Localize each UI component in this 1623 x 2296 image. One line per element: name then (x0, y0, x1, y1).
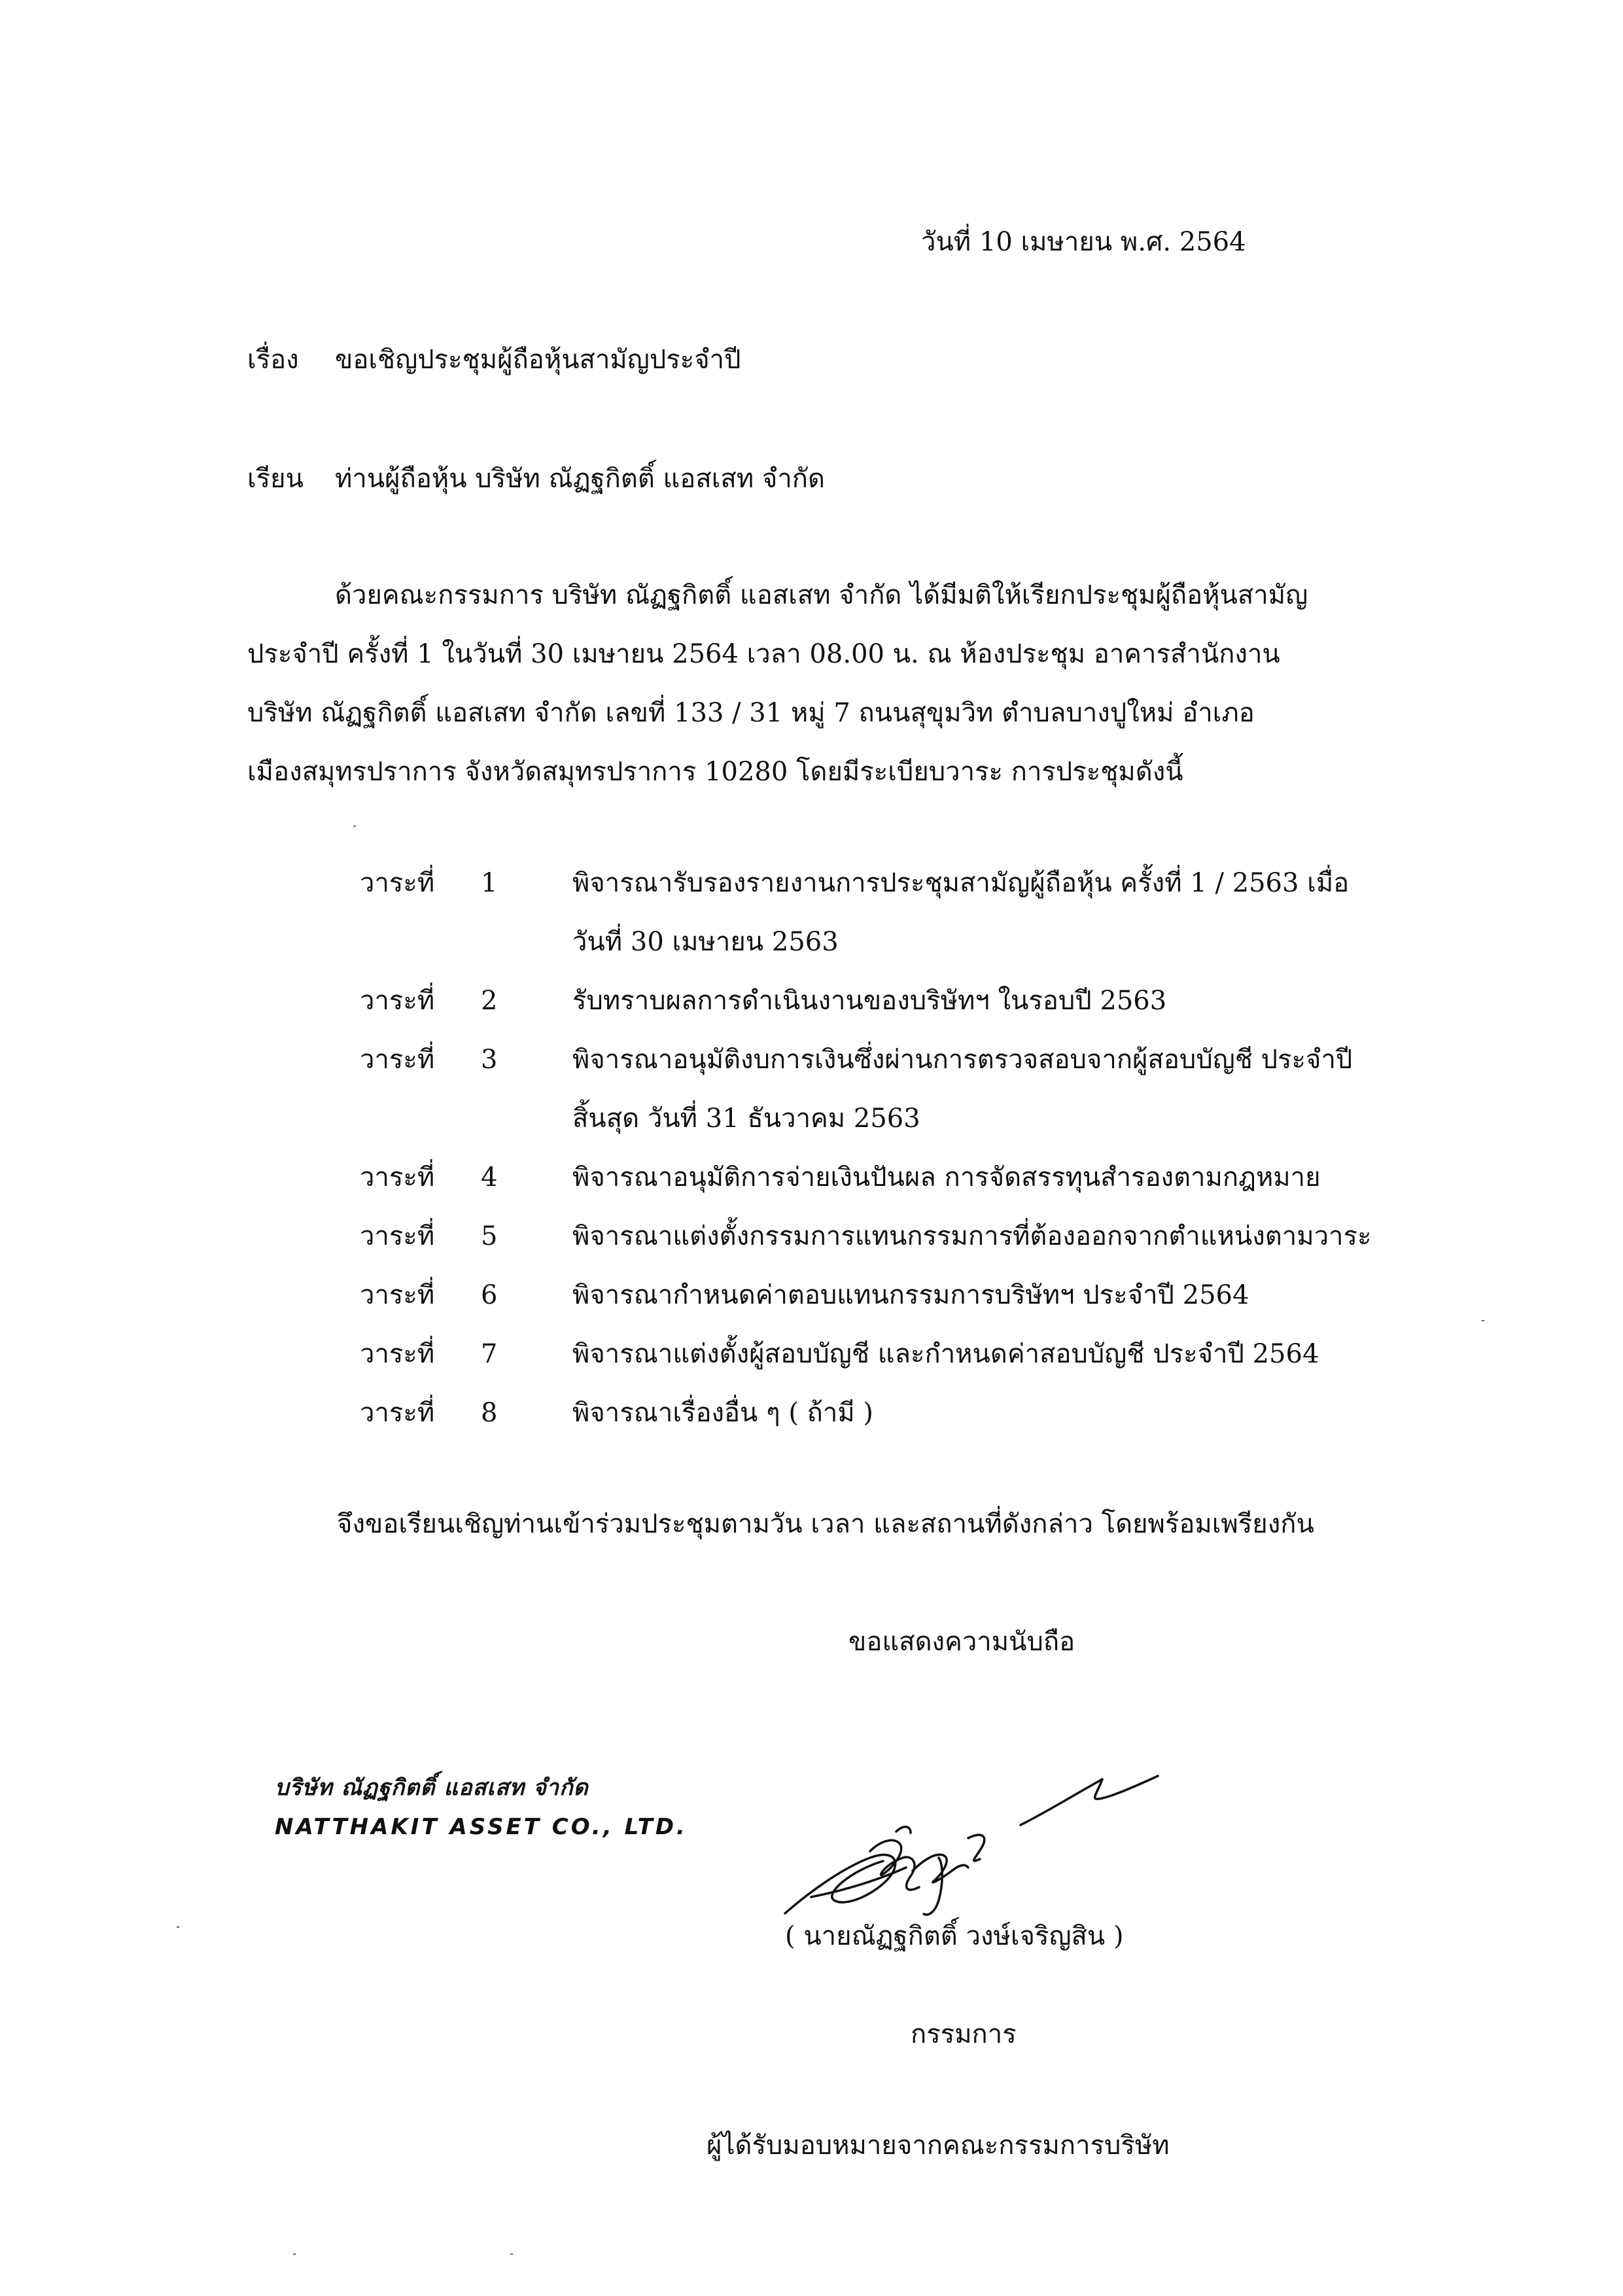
body-line-4: เมืองสมุทรปราการ จังหวัดสมุทรปราการ 10280 โดยมีระเบียบวาระ การประชุมดังนี้ (247, 757, 1183, 787)
agenda-item-text: พิจารณาอนุมัติการจ่ายเงินปันผล การจัดสรรทุนสำรองตามกฎหมาย (572, 1162, 1321, 1192)
agenda-item-text: พิจารณาเรื่องอื่น ๆ ( ถ้ามี ) (572, 1398, 873, 1428)
scan-speck (1482, 1320, 1484, 1321)
recipient-label: เรียน (247, 464, 304, 494)
closing-invitation: จึงขอเรียนเชิญท่านเข้าร่วมประชุมตามวัน เวลา และสถานที่ดังกล่าว โดยพร้อมเพรียงกัน (337, 1509, 1314, 1539)
scan-speck (177, 1926, 179, 1928)
company-name-thai: บริษัท ณัฏฐกิตติ์ แอสเสท จำกัด (275, 1775, 589, 1801)
body-line-1: ด้วยคณะกรรมการ บริษัท ณัฏฐกิตติ์ แอสเสท จำกัด ได้มีมติให้เรียกประชุมผู้ถือหุ้นสามัญ (335, 580, 1308, 610)
agenda-item-text: พิจารณากำหนดค่าตอบแทนกรรมการบริษัทฯ ประจำปี 2564 (572, 1280, 1249, 1310)
agenda-item-text: พิจารณาแต่งตั้งผู้สอบบัญชี และกำหนดค่าสอบบัญชี ประจำปี 2564 (572, 1339, 1319, 1369)
signatory-name: ( นายณัฏฐกิตติ์ วงษ์เจริญสิน ) (785, 1921, 1124, 1951)
company-name-english: NATTHAKIT ASSET CO., LTD. (275, 1814, 688, 1840)
agenda-item-text: พิจารณารับรองรายงานการประชุมสามัญผู้ถือหุ้น ครั้งที่ 1 / 2563 เมื่อ (572, 868, 1350, 898)
agenda-item-text-continued: สิ้นสุด วันที่ 31 ธันวาคม 2563 (572, 1104, 920, 1134)
agenda-item-label: วาระที่ (360, 1045, 435, 1075)
agenda-item-label: วาระที่ (360, 1162, 435, 1192)
agenda-item-number: 2 (481, 986, 498, 1016)
agenda-item-label: วาระที่ (360, 986, 435, 1016)
recipient-text: ท่านผู้ถือหุ้น บริษัท ณัฏฐกิตติ์ แอสเสท จำกัด (335, 464, 826, 494)
agenda-item-number: 5 (481, 1221, 498, 1251)
signatory-authority: ผู้ได้รับมอบหมายจากคณะกรรมการบริษัท (707, 2131, 1170, 2161)
subject-text: ขอเชิญประชุมผู้ถือหุ้นสามัญประจำปี (335, 345, 741, 375)
agenda-item-number: 7 (481, 1339, 498, 1369)
handwritten-signature (772, 1760, 1217, 1930)
scan-speck (510, 2253, 513, 2255)
signatory-title: กรรมการ (911, 2019, 1017, 2049)
scan-speck (293, 2253, 296, 2255)
agenda-item-number: 3 (481, 1045, 498, 1075)
agenda-item-number: 4 (481, 1162, 498, 1192)
agenda-item-text: พิจารณาแต่งตั้งกรรมการแทนกรรมการที่ต้องออกจากตำแหน่งตามวาระ (572, 1221, 1372, 1251)
agenda-item-label: วาระที่ (360, 868, 435, 898)
agenda-item-number: 8 (481, 1398, 498, 1428)
agenda-item-label: วาระที่ (360, 1221, 435, 1251)
agenda-item-text-continued: วันที่ 30 เมษายน 2563 (572, 927, 839, 957)
agenda-item-label: วาระที่ (360, 1339, 435, 1369)
subject-label: เรื่อง (247, 345, 299, 375)
body-line-2: ประจำปี ครั้งที่ 1 ในวันที่ 30 เมษายน 2564 เวลา 08.00 น. ณ ห้องประชุม อาคารสำนักงาน (247, 639, 1280, 669)
agenda-item-text: รับทราบผลการดำเนินงานของบริษัทฯ ในรอบปี 2563 (572, 986, 1167, 1016)
agenda-item-label: วาระที่ (360, 1280, 435, 1310)
body-line-3: บริษัท ณัฏฐกิตติ์ แอสเสท จำกัด เลขที่ 133 / 31 หมู่ 7 ถนนสุขุมวิท ตำบลบางปูใหม่ อำเภอ (247, 698, 1255, 728)
letter-date: วันที่ 10 เมษายน พ.ศ. 2564 (921, 227, 1246, 257)
agenda-item-label: วาระที่ (360, 1398, 435, 1428)
scan-speck (353, 826, 356, 827)
agenda-item-number: 6 (481, 1280, 498, 1310)
closing-regards: ขอแสดงความนับถือ (848, 1627, 1075, 1657)
agenda-item-text: พิจารณาอนุมัติงบการเงินซึ่งผ่านการตรวจสอบจากผู้สอบบัญชี ประจำปี (572, 1045, 1353, 1075)
agenda-item-number: 1 (481, 868, 498, 898)
